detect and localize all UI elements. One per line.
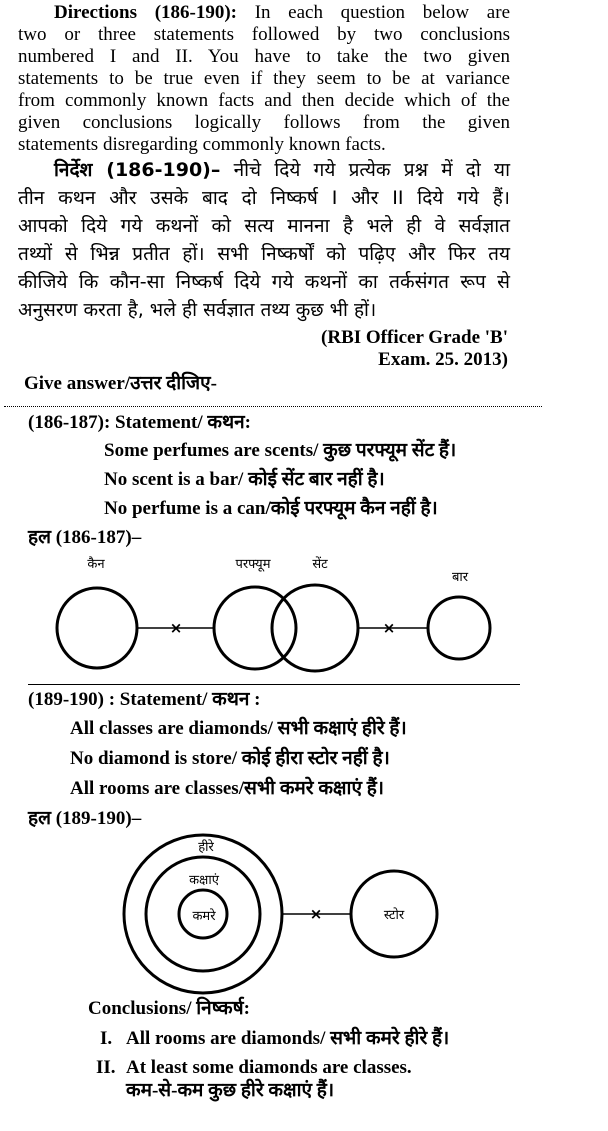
directions-line-2: two or three statements followed by two conclusions bbox=[18, 24, 510, 45]
conclusions-header: Conclusions/ निष्कर्ष: bbox=[88, 998, 250, 1019]
directions-line-3: numbered I and II. You have to take the two given bbox=[18, 46, 510, 67]
directions-line-6: given conclusions logically follows from the given bbox=[18, 112, 510, 133]
source-line-1: (RBI Officer Grade 'B' bbox=[321, 327, 508, 348]
dotted-divider bbox=[4, 406, 542, 407]
label-rooms: कमरे bbox=[192, 909, 216, 924]
q2-statement-3: All rooms are classes/सभी कमरे कक्षाएं हैं। bbox=[70, 778, 384, 799]
q1-header: (186-187): Statement/ कथन: bbox=[28, 412, 252, 433]
hindi-directions-line-3: आपको दिये गये कथनों को सत्य मानना है भले ही वे सर्वज्ञात bbox=[18, 215, 510, 237]
circle-can bbox=[57, 588, 137, 668]
conclusion-2-number: II. bbox=[96, 1057, 116, 1078]
q1-statement-1: Some perfumes are scents/ कुछ परफ्यूम सेंट हैं। bbox=[104, 440, 457, 461]
q2-solution-label: हल (189-190)– bbox=[28, 808, 142, 829]
hindi-directions-line-4: तथ्यों से भिन्न प्रतीत हों। सभी निष्कर्षों को पढ़िए और फिर तय bbox=[18, 243, 510, 265]
hindi-directions-label: निर्देश (186-190)– bbox=[54, 159, 221, 181]
q1-solution-label: हल (186-187)– bbox=[28, 527, 142, 548]
conclusion-2-text: At least some diamonds are classes. bbox=[126, 1057, 412, 1078]
label-diamonds: हीरे bbox=[198, 840, 214, 855]
conclusion-1-number: I. bbox=[100, 1028, 113, 1049]
label-bar: बार bbox=[451, 570, 469, 585]
q2-header: (189-190) : Statement/ कथन : bbox=[28, 689, 261, 710]
directions-line-4: statements to be true even if they seem to be at variance bbox=[18, 68, 510, 89]
q1-statement-2: No scent is a bar/ कोई सेंट बार नहीं है। bbox=[104, 469, 385, 490]
cross-mark-2: × bbox=[382, 619, 396, 637]
directions-label: Directions (186-190): bbox=[54, 2, 238, 23]
label-classes: कक्षाएं bbox=[189, 873, 219, 888]
q2-statement-2: No diamond is store/ कोई हीरा स्टोर नहीं है। bbox=[70, 748, 390, 769]
conclusion-2-text-hindi: कम-से-कम कुछ हीरे कक्षाएं हैं। bbox=[126, 1080, 335, 1101]
q1-statement-3: No perfume is a can/कोई परफ्यूम कैन नहीं है। bbox=[104, 498, 438, 519]
directions-line-7: statements disregarding commonly known facts. bbox=[18, 134, 386, 155]
source-line-2: Exam. 25. 2013) bbox=[378, 349, 508, 370]
label-perfume: परफ्यूम bbox=[235, 557, 271, 572]
cross-mark-1: × bbox=[169, 619, 183, 637]
circle-scent bbox=[272, 585, 358, 671]
circle-bar bbox=[428, 597, 490, 659]
section-divider bbox=[28, 684, 520, 685]
directions-line-5: from commonly known facts and then decide which of the bbox=[18, 90, 510, 111]
q2-venn-diagram bbox=[0, 830, 608, 1000]
q2-statement-1: All classes are diamonds/ सभी कक्षाएं हीरे हैं। bbox=[70, 718, 407, 739]
hindi-directions-line-5: कीजिये कि कौन-सा निष्कर्ष दिये गये कथनों का तर्कसंगत रूप से bbox=[18, 271, 510, 293]
q1-venn-diagram bbox=[0, 550, 608, 680]
conclusion-1-text: All rooms are diamonds/ सभी कमरे हीरे हैं। bbox=[126, 1028, 450, 1049]
label-can: कैन bbox=[87, 557, 105, 572]
label-scent: सेंट bbox=[312, 557, 328, 572]
cross-mark-3: × bbox=[309, 905, 323, 923]
hindi-directions-line-6: अनुसरण करता है, भले ही सर्वज्ञात तथ्य कुछ भी हों। bbox=[18, 299, 377, 321]
label-store: स्टोर bbox=[383, 908, 405, 923]
directions-line-1: Directions (186-190): In each question below are bbox=[54, 2, 511, 23]
give-answer: Give answer/उत्तर दीजिए- bbox=[24, 373, 217, 394]
hindi-directions-line-2: तीन कथन और उसके बाद दो निष्कर्ष I और II दिये गये हैं। bbox=[18, 187, 510, 209]
hindi-directions-line-1: निर्देश (186-190)– नीचे दिये गये प्रत्येक प्रश्न में दो या bbox=[54, 159, 510, 181]
